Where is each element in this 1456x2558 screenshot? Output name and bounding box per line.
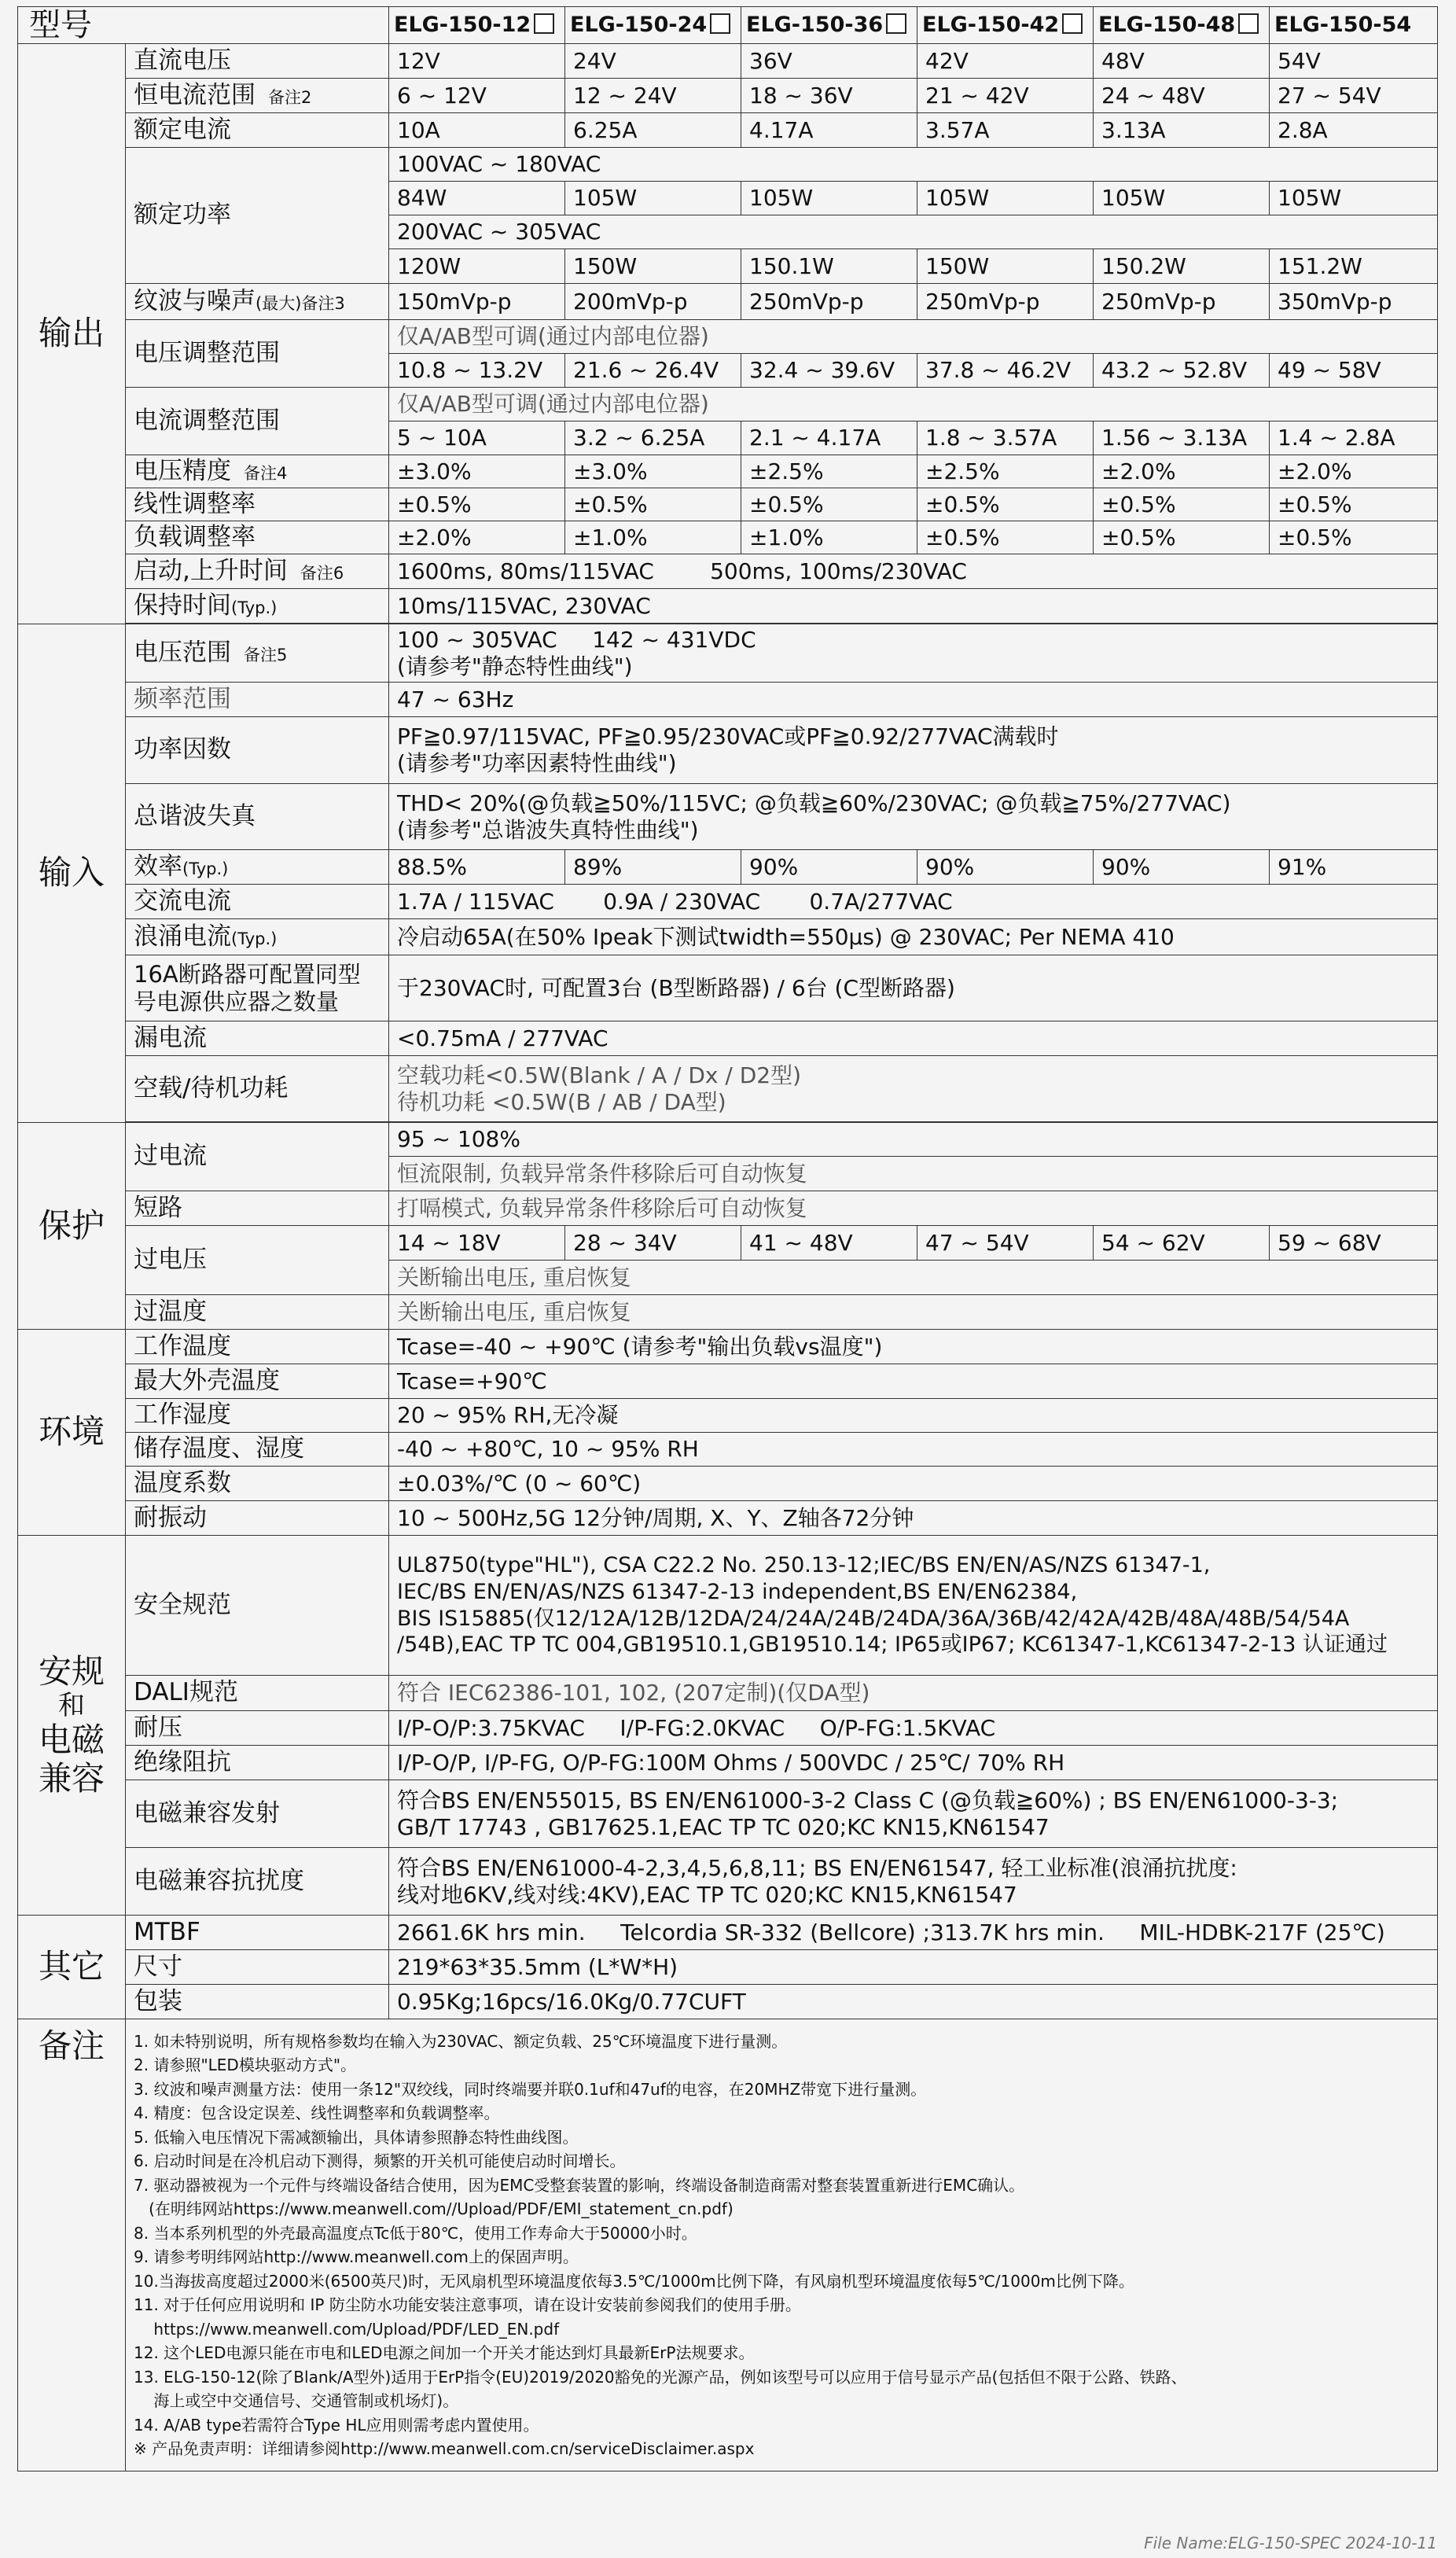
cell: I/P-O/P, I/P-FG, O/P-FG:100M Ohms / 500VDC / 25℃/ 70% RH bbox=[389, 1746, 1438, 1780]
cell: ±1.0% bbox=[565, 521, 741, 554]
note-item: 7. 驱动器被视为一个元件与终端设备结合使用，因为EMC受整套装置的影响，终端设备制造商需对整套装置重新进行EMC确认。 bbox=[134, 2175, 1025, 2195]
cell: 350mVp-p bbox=[1270, 284, 1438, 320]
note-item: 12. 这个LED电源只能在市电和LED电源之间加一个开关才能达到灯具最新ErP法规要求。 bbox=[134, 2343, 755, 2362]
row-isolation bbox=[18, 1746, 1438, 1780]
row-dali bbox=[18, 1676, 1438, 1711]
checkbox-icon bbox=[1238, 13, 1259, 34]
row-ot bbox=[18, 1295, 1438, 1330]
cell: 90% bbox=[741, 850, 917, 885]
cell: ±0.5% bbox=[565, 488, 741, 521]
cell: 37.8 ~ 46.2V bbox=[917, 354, 1094, 388]
cell: 10.8 ~ 13.2V bbox=[389, 354, 565, 388]
row-oc-1 bbox=[18, 1123, 1438, 1157]
cell: 于230VAC时, 可配置3台 (B型断路器) / 6台 (C型断路器) bbox=[389, 955, 1438, 1021]
cell: 符合 IEC62386-101, 102, (207定制)(仅DA型) bbox=[389, 1676, 1438, 1711]
cell: 3.2 ~ 6.25A bbox=[565, 421, 741, 455]
row-ov-values bbox=[18, 1226, 1438, 1261]
row-notes bbox=[18, 2019, 1438, 2472]
label-i-adj: 电流调整范围 bbox=[126, 388, 389, 455]
header-row bbox=[18, 7, 1438, 44]
row-v-tol bbox=[18, 455, 1438, 488]
cell: 10 ~ 500Hz,5G 12分钟/周期, X、Y、Z轴各72分钟 bbox=[389, 1501, 1438, 1536]
cell: 2.1 ~ 4.17A bbox=[741, 421, 917, 455]
group-notes: 备注 bbox=[18, 2019, 126, 2472]
cell: 84W bbox=[389, 182, 565, 215]
cell: 关断输出电压, 重启恢复 bbox=[389, 1295, 1438, 1330]
note-item: 8. 当本系列机型的外壳最高温度点Tc低于80℃，使用工作寿命大于50000小时。 bbox=[134, 2223, 697, 2243]
cell: 12V bbox=[389, 44, 565, 79]
cell: 42V bbox=[917, 44, 1094, 79]
note-item: 1. 如未特别说明，所有规格参数均在输入为230VAC、额定负载、25℃环境温度下进行量测。 bbox=[134, 2031, 788, 2051]
note-item: 14. A/AB type若需符合Type HL应用则需考虑内置使用。 bbox=[134, 2415, 539, 2435]
row-ripple bbox=[18, 284, 1438, 320]
file-name-footer: File Name:ELG-150-SPEC 2024-10-11 bbox=[1144, 2534, 1437, 2552]
cell: 88.5% bbox=[389, 850, 565, 885]
label-packing: 包装 bbox=[126, 1985, 389, 2019]
group-others: 其它 bbox=[18, 1916, 126, 2019]
label-load-reg: 负载调整率 bbox=[126, 521, 389, 554]
cell: 150W bbox=[565, 249, 741, 284]
note-item: 3. 纹波和噪声测量方法：使用一条12"双绞线，同时终端要并联0.1uf和47uf的电容，在20MHZ带宽下进行量测。 bbox=[134, 2079, 927, 2099]
cell: 1.7A / 115VAC 0.9A / 230VAC 0.7A/277VAC bbox=[389, 885, 1438, 919]
cell: 150.1W bbox=[741, 249, 917, 284]
cell: 91% bbox=[1270, 850, 1438, 885]
label-v-adj: 电压调整范围 bbox=[126, 320, 389, 388]
cell: 1.4 ~ 2.8A bbox=[1270, 421, 1438, 455]
cell: 6.25A bbox=[565, 113, 741, 148]
cell: 1.56 ~ 3.13A bbox=[1094, 421, 1270, 455]
label-isolation: 绝缘阻抗 bbox=[126, 1746, 389, 1780]
row-thd bbox=[18, 784, 1438, 850]
label-ripple: 纹波与噪声(最大)备注3 bbox=[126, 284, 389, 320]
cell: ±0.5% bbox=[917, 521, 1094, 554]
cell: 3.13A bbox=[1094, 113, 1270, 148]
row-cc-range bbox=[18, 79, 1438, 113]
cell: 150W bbox=[917, 249, 1094, 284]
label-dimension: 尺寸 bbox=[126, 1950, 389, 1985]
cell: 54 ~ 62V bbox=[1094, 1226, 1270, 1261]
cell: 32.4 ~ 39.6V bbox=[741, 354, 917, 388]
cell: ±0.5% bbox=[1094, 521, 1270, 554]
cell: 250mVp-p bbox=[917, 284, 1094, 320]
model-6: ELG-150-54 bbox=[1270, 7, 1438, 44]
cell: ±0.5% bbox=[1270, 488, 1438, 521]
cell: 54V bbox=[1270, 44, 1438, 79]
row-rated-power-range1 bbox=[18, 148, 1438, 182]
cell: 18 ~ 36V bbox=[741, 79, 917, 113]
cell: 打嗝模式, 负载异常条件移除后可自动恢复 bbox=[389, 1191, 1438, 1226]
label-oc: 过电流 bbox=[126, 1123, 389, 1191]
cell: 关断输出电压, 重启恢复 bbox=[389, 1261, 1438, 1295]
checkbox-icon bbox=[1062, 13, 1083, 34]
cell: 250mVp-p bbox=[741, 284, 917, 320]
model-label: 型号 bbox=[18, 7, 389, 44]
cell: 仅A/AB型可调(通过内部电位器) bbox=[389, 320, 1438, 354]
cell: ±0.5% bbox=[389, 488, 565, 521]
cell: 仅A/AB型可调(通过内部电位器) bbox=[389, 388, 1438, 421]
row-v-adj-desc bbox=[18, 320, 1438, 354]
cell: ±2.0% bbox=[389, 521, 565, 554]
row-dimension bbox=[18, 1950, 1438, 1985]
cell: 47 ~ 54V bbox=[917, 1226, 1094, 1261]
label-storage: 储存温度、湿度 bbox=[126, 1433, 389, 1467]
cell: 100 ~ 305VAC 142 ~ 431VDC (请参考"静态特性曲线") bbox=[389, 624, 1438, 683]
cell: 105W bbox=[1094, 182, 1270, 215]
cell: 105W bbox=[741, 182, 917, 215]
cell: ±0.5% bbox=[917, 488, 1094, 521]
cell: 89% bbox=[565, 850, 741, 885]
cell: 90% bbox=[1094, 850, 1270, 885]
row-ac-current bbox=[18, 885, 1438, 919]
cell: ±3.0% bbox=[389, 455, 565, 488]
cell: 0.95Kg;16pcs/16.0Kg/0.77CUFT bbox=[389, 1985, 1438, 2019]
cell: 5 ~ 10A bbox=[389, 421, 565, 455]
label-emc-emission: 电磁兼容发射 bbox=[126, 1780, 389, 1848]
label-max-case: 最大外壳温度 bbox=[126, 1364, 389, 1399]
cell: ±0.5% bbox=[1270, 521, 1438, 554]
label-sc: 短路 bbox=[126, 1191, 389, 1226]
label-pf: 功率因数 bbox=[126, 717, 389, 784]
cell: ±3.0% bbox=[565, 455, 741, 488]
cell: 空载功耗<0.5W(Blank / A / Dx / D2型) 待机功耗 <0.5W(B / AB / DA型) bbox=[389, 1056, 1438, 1122]
cell: 27 ~ 54V bbox=[1270, 79, 1438, 113]
row-emc-immunity bbox=[18, 1848, 1438, 1916]
row-packing bbox=[18, 1985, 1438, 2019]
cell: I/P-O/P:3.75KVAC I/P-FG:2.0KVAC O/P-FG:1.5KVAC bbox=[389, 1711, 1438, 1746]
label-breaker: 16A断路器可配置同型号电源供应器之数量 bbox=[126, 955, 389, 1021]
row-mtbf bbox=[18, 1916, 1438, 1950]
row-setup bbox=[18, 554, 1438, 589]
note-item: (在明纬网站https://www.meanwell.com//Upload/PDF/EMI_statement_cn.pdf) bbox=[134, 2199, 734, 2218]
cell: 150.2W bbox=[1094, 249, 1270, 284]
cell: 10ms/115VAC, 230VAC bbox=[389, 589, 1438, 624]
cell: 24 ~ 48V bbox=[1094, 79, 1270, 113]
cell: PF≧0.97/115VAC, PF≧0.95/230VAC或PF≧0.92/277VAC满载时 (请参考"功率因素特性曲线") bbox=[389, 717, 1438, 784]
cell: 95 ~ 108% bbox=[389, 1123, 1438, 1157]
cell: THD< 20%(@负载≧50%/115VC; @负载≧60%/230VAC; @负载≧75%/277VAC) (请参考"总谐波失真特性曲线") bbox=[389, 784, 1438, 850]
checkbox-icon bbox=[710, 13, 730, 34]
row-storage bbox=[18, 1433, 1438, 1467]
row-temp-coeff bbox=[18, 1467, 1438, 1501]
cell: ±1.0% bbox=[741, 521, 917, 554]
row-sc bbox=[18, 1191, 1438, 1226]
label-ov: 过电压 bbox=[126, 1226, 389, 1295]
row-i-adj-desc bbox=[18, 388, 1438, 421]
cell: 105W bbox=[565, 182, 741, 215]
row-standards bbox=[18, 1536, 1438, 1676]
cell: 1600ms, 80ms/115VAC 500ms, 100ms/230VAC bbox=[389, 554, 1438, 589]
label-emc-immunity: 电磁兼容抗扰度 bbox=[126, 1848, 389, 1916]
cell: 151.2W bbox=[1270, 249, 1438, 284]
cell: 4.17A bbox=[741, 113, 917, 148]
cell: 250mVp-p bbox=[1094, 284, 1270, 320]
cell: ±0.03%/℃ (0 ~ 60℃) bbox=[389, 1467, 1438, 1501]
label-line-reg: 线性调整率 bbox=[126, 488, 389, 521]
cell: 恒流限制, 负载异常条件移除后可自动恢复 bbox=[389, 1157, 1438, 1191]
note-item: 13. ELG-150-12(除了Blank/A型外)适用于ErP指令(EU)2019/2020豁免的光源产品，例如该型号可以应用于信号显示产品(包括但不限于公路、铁路、 bbox=[134, 2367, 1187, 2387]
label-vibration: 耐振动 bbox=[126, 1501, 389, 1536]
note-item: 4. 精度：包含设定误差、线性调整率和负载调整率。 bbox=[134, 2103, 500, 2122]
label-ot: 过温度 bbox=[126, 1295, 389, 1330]
label-setup: 启动,上升时间 备注6 bbox=[126, 554, 389, 589]
label-temp-coeff: 温度系数 bbox=[126, 1467, 389, 1501]
model-1: ELG-150-12 bbox=[389, 7, 565, 44]
cell: 219*63*35.5mm (L*W*H) bbox=[389, 1950, 1438, 1985]
cell: 100VAC ~ 180VAC bbox=[389, 148, 1438, 182]
cell: 28 ~ 34V bbox=[565, 1226, 741, 1261]
label-humidity: 工作湿度 bbox=[126, 1399, 389, 1433]
cell: UL8750(type"HL"), CSA C22.2 No. 250.13-12;IEC/BS EN/EN/AS/NZS 61347-1, IEC/BS EN/EN/AS/NZS 61347-2-13 independent,BS EN/EN62384, BIS IS15885(仅12/12A/12B/12DA/24/24A/24B/24DA/36A/36B/42/42A/42B/48A/48B/54/54A /54B),EAC TP TC 004,GB19510.1,GB19510.14; IP65或IP67; KC61347-1,KC61347-2-13 认证通过 bbox=[389, 1536, 1438, 1676]
cell: 150mVp-p bbox=[389, 284, 565, 320]
row-rated-current bbox=[18, 113, 1438, 148]
group-protection: 保护 bbox=[18, 1123, 126, 1330]
row-v-range bbox=[18, 624, 1438, 683]
row-eff bbox=[18, 850, 1438, 885]
label-dali: DALI规范 bbox=[126, 1676, 389, 1711]
row-vibration bbox=[18, 1501, 1438, 1536]
cell: 21.6 ~ 26.4V bbox=[565, 354, 741, 388]
row-leakage bbox=[18, 1021, 1438, 1056]
cell: 36V bbox=[741, 44, 917, 79]
label-rated-current: 额定电流 bbox=[126, 113, 389, 148]
label-v-tol: 电压精度 备注4 bbox=[126, 455, 389, 488]
cell: <0.75mA / 277VAC bbox=[389, 1021, 1438, 1056]
label-dc-voltage: 直流电压 bbox=[126, 44, 389, 79]
cell: 2661.6K hrs min. Telcordia SR-332 (Bellcore) ;313.7K hrs min. MIL-HDBK-217F (25℃) bbox=[389, 1916, 1438, 1950]
row-max-case bbox=[18, 1364, 1438, 1399]
model-3: ELG-150-36 bbox=[741, 7, 917, 44]
cell: 47 ~ 63Hz bbox=[389, 683, 1438, 717]
row-inrush bbox=[18, 919, 1438, 955]
label-standards: 安全规范 bbox=[126, 1536, 389, 1676]
label-rated-power: 额定功率 bbox=[126, 148, 389, 284]
row-emc-emission bbox=[18, 1780, 1438, 1848]
group-output: 输出 bbox=[18, 44, 126, 624]
cell: ±2.5% bbox=[917, 455, 1094, 488]
note-item: 10.当海拔高度超过2000米(6500英尺)时，无风扇机型环境温度依每3.5℃/1000m比例下降，有风扇机型环境温度依每5℃/1000m比例下降。 bbox=[134, 2271, 1134, 2291]
cell: 12 ~ 24V bbox=[565, 79, 741, 113]
cell: 10A bbox=[389, 113, 565, 148]
note-item: 2. 请参照"LED模块驱动方式"。 bbox=[134, 2056, 357, 2074]
row-withstand bbox=[18, 1711, 1438, 1746]
cell: ±2.0% bbox=[1270, 455, 1438, 488]
label-inrush: 浪涌电流(Typ.) bbox=[126, 919, 389, 955]
cell: 48V bbox=[1094, 44, 1270, 79]
row-breaker bbox=[18, 955, 1438, 1021]
label-standby: 空载/待机功耗 bbox=[126, 1056, 389, 1122]
cell: 冷启动65A(在50% Ipeak下测试twidth=550μs) @ 230VAC; Per NEMA 410 bbox=[389, 919, 1438, 955]
note-item: 海上或空中交通信号、交通管制或机场灯)。 bbox=[134, 2391, 459, 2410]
cell: 41 ~ 48V bbox=[741, 1226, 917, 1261]
cell: 105W bbox=[1270, 182, 1438, 215]
row-freq bbox=[18, 683, 1438, 717]
cell: Tcase=+90℃ bbox=[389, 1364, 1438, 1399]
cell: 43.2 ~ 52.8V bbox=[1094, 354, 1270, 388]
row-standby bbox=[18, 1056, 1438, 1122]
note-item: 6. 启动时间是在冷机启动下测得，频繁的开关机可能使启动时间增长。 bbox=[134, 2151, 626, 2170]
cell: 49 ~ 58V bbox=[1270, 354, 1438, 388]
row-pf bbox=[18, 717, 1438, 784]
label-cc-range: 恒电流范围 备注2 bbox=[126, 79, 389, 113]
cell: 105W bbox=[917, 182, 1094, 215]
label-work-temp: 工作温度 bbox=[126, 1330, 389, 1364]
label-freq: 频率范围 bbox=[126, 683, 389, 717]
cell: Tcase=-40 ~ +90℃ (请参考"输出负载vs温度") bbox=[389, 1330, 1438, 1364]
group-input: 输入 bbox=[18, 624, 126, 1123]
cell: ±2.5% bbox=[741, 455, 917, 488]
cell: 200mVp-p bbox=[565, 284, 741, 320]
spec-table bbox=[17, 6, 1438, 2472]
checkbox-icon bbox=[886, 13, 906, 34]
label-ac-current: 交流电流 bbox=[126, 885, 389, 919]
cell: ±0.5% bbox=[741, 488, 917, 521]
model-4: ELG-150-42 bbox=[917, 7, 1094, 44]
cell: 59 ~ 68V bbox=[1270, 1226, 1438, 1261]
cell: 20 ~ 95% RH,无冷凝 bbox=[389, 1399, 1438, 1433]
note-item: ※ 产品免责声明：详细请参阅http://www.meanwell.com.cn/serviceDisclaimer.aspx bbox=[134, 2439, 755, 2458]
cell: 2.8A bbox=[1270, 113, 1438, 148]
label-v-range: 电压范围 备注5 bbox=[126, 624, 389, 683]
row-work-temp bbox=[18, 1330, 1438, 1364]
group-environment: 环境 bbox=[18, 1330, 126, 1536]
model-2: ELG-150-24 bbox=[565, 7, 741, 44]
cell: ±2.0% bbox=[1094, 455, 1270, 488]
cell: 200VAC ~ 305VAC bbox=[389, 215, 1438, 249]
note-item: 9. 请参考明纬网站http://www.meanwell.com上的保固声明。 bbox=[134, 2247, 579, 2266]
row-load-reg bbox=[18, 521, 1438, 554]
cell: 3.57A bbox=[917, 113, 1094, 148]
label-withstand: 耐压 bbox=[126, 1711, 389, 1746]
label-mtbf: MTBF bbox=[126, 1916, 389, 1950]
cell: 符合BS EN/EN55015, BS EN/EN61000-3-2 Class C (@负载≧60%) ; BS EN/EN61000-3-3; GB/T 17743 , GB17625.1,EAC TP TC 020;KC KN15,KN61547 bbox=[389, 1780, 1438, 1848]
note-item: https://www.meanwell.com/Upload/PDF/LED_EN.pdf bbox=[134, 2319, 560, 2339]
label-hold: 保持时间(Typ.) bbox=[126, 589, 389, 624]
cell: 120W bbox=[389, 249, 565, 284]
label-eff: 效率(Typ.) bbox=[126, 850, 389, 885]
cell: 14 ~ 18V bbox=[389, 1226, 565, 1261]
row-line-reg bbox=[18, 488, 1438, 521]
cell: 21 ~ 42V bbox=[917, 79, 1094, 113]
cell: 符合BS EN/EN61000-4-2,3,4,5,6,8,11; BS EN/EN61547, 轻工业标准(浪涌抗扰度: 线对地6KV,线对线:4KV),EAC TP TC 020;KC KN15,KN61547 bbox=[389, 1848, 1438, 1916]
note-item: 11. 对于任何应用说明和 IP 防尘防水功能安装注意事项，请在设计安装前参阅我们的使用手册。 bbox=[134, 2295, 801, 2314]
label-leakage: 漏电流 bbox=[126, 1021, 389, 1056]
cell: 6 ~ 12V bbox=[389, 79, 565, 113]
note-item: 5. 低输入电压情况下需减额输出，具体请参照静态特性曲线图。 bbox=[134, 2127, 579, 2147]
cell: ±0.5% bbox=[1094, 488, 1270, 521]
cell: -40 ~ +80℃, 10 ~ 95% RH bbox=[389, 1433, 1438, 1467]
notes-list bbox=[126, 2019, 1438, 2472]
checkbox-icon bbox=[534, 13, 554, 34]
row-humidity bbox=[18, 1399, 1438, 1433]
cell: 1.8 ~ 3.57A bbox=[917, 421, 1094, 455]
model-5: ELG-150-48 bbox=[1094, 7, 1270, 44]
label-thd: 总谐波失真 bbox=[126, 784, 389, 850]
row-dc-voltage bbox=[18, 44, 1438, 79]
group-safety: 安规 和 电磁 兼容 bbox=[18, 1536, 126, 1916]
cell: 24V bbox=[565, 44, 741, 79]
cell: 90% bbox=[917, 850, 1094, 885]
row-hold bbox=[18, 589, 1438, 624]
